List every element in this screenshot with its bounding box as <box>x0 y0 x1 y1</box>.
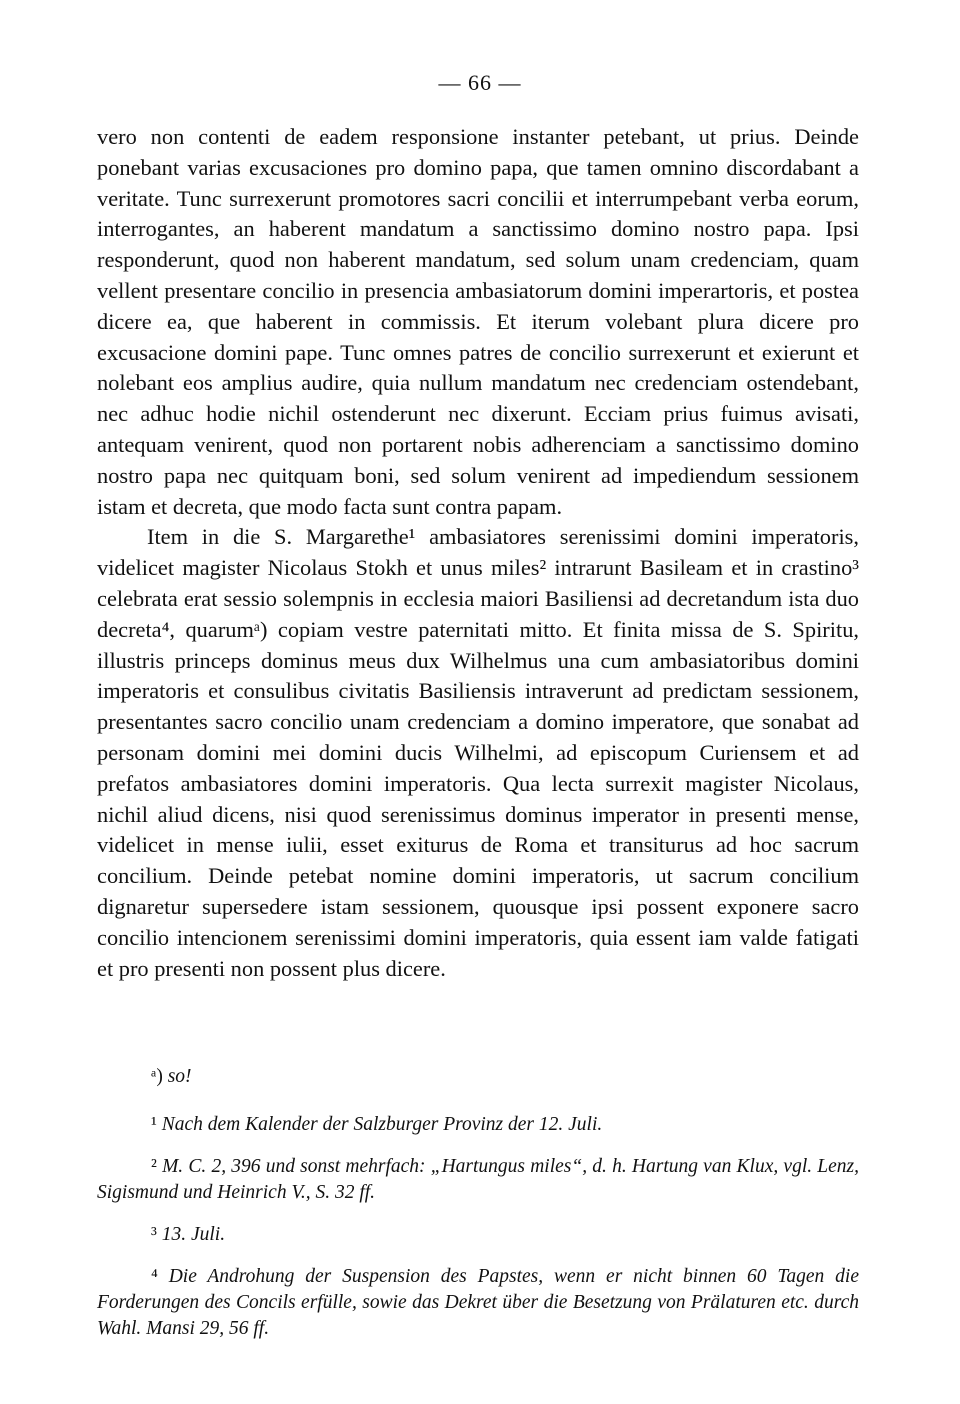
footnote-text: 13. Juli. <box>161 1224 226 1245</box>
footnote-text: so! <box>167 1066 192 1087</box>
footnote-label: ⁴ <box>151 1266 158 1287</box>
footnote-text: Nach dem Kalender der Salzburger Provinz der 12. Juli. <box>161 1114 603 1135</box>
footnotes <box>97 1064 859 1358</box>
footnote-label: ³ <box>151 1224 157 1245</box>
footnote-2 <box>97 1154 859 1206</box>
paragraph: vero non contenti de eadem responsione instanter petebant, ut prius. Deinde ponebant varias excusaciones pro domino papa, que tamen omnino discordabant a veritate. Tunc surrexerunt promotores sacri concilii et interrumpebant verba eorum, interrogantes, an haberent mandatum a sanctissimo domino nostro papa. Ipsi responderunt, quod non haberent mandatum, sed solum unam credenciam, quam vellent presentare concilio in presencia ambasiatorum domini imperartoris, et postea dicere ea, que haberent in commissis. Et iterum volebant plura dicere pro excusacione domini pape. Tunc omnes patres de concilio surrexerunt et exierunt et nolebant eos amplius audire, quia nullum mandatum nec credenciam ostendebant, nec adhuc hodie nichil ostenderunt nec dixerunt. Ecciam prius fuimus avisati, antequam venirent, quod non portarent nobis adherenciam a sanctissimo domino nostro papa nec quitquam boni, sed solum venirent ad impediendum sessionem istam et decreta, que modo facta sunt contra papam. <box>97 124 859 519</box>
paragraph: Item in die S. Margarethe¹ ambasiatores serenissimi domini imperatoris, videlicet magister Nicolaus Stokh et unus miles² intrarunt Basileam et in crastino³ celebrata erat sessio solempnis in ecclesia maiori Basiliensi ad decretandum ista duo decreta⁴, quarumᵃ) copiam vestre paternitati mitto. Et finita missa de S. Spiritu, illustris princeps dominus meus dux Wilhelmus una cum ambasiatoribus domini imperatoris et consulibus civitatis Basiliensis intraverunt ad predictam sessionem, presentantes sacro concilio unam credenciam a domino imperatore, que sonabat ad personam domini mei domini ducis Wilhelmi, ad episcopum Curiensem et ad prefatos ambasiatores domini imperatoris. Qua lecta surrexit magister Nicolaus, nichil aliud dicens, nisi quod serenissimus dominus imperator in presenti mense, videlicet in mense iulii, esset exiturus de Roma et transiturus ad hoc sacrum concilium. Deinde petebat nomine domini imperatoris, ut sacrum concilium dignaretur supersedere istam sessionem, quousque ipsi possent exponere sacro concilio intencionem serenissimi domini imperatoris, quia essent iam valde fatigati et pro presenti non possent plus dicere. <box>97 524 859 981</box>
footnote-label: ᵃ) <box>151 1066 163 1087</box>
footnote-text: Die Androhung der Suspension des Papstes, wenn er nicht binnen 60 Tagen die Forderungen des Concils erfülle, sowie das Dekret über die Besetzung von Prälaturen etc. durch Wahl. Mansi 29, 56 ff. <box>97 1266 859 1339</box>
page-number: — 66 — <box>438 70 522 95</box>
footnote-1 <box>97 1112 859 1138</box>
footnote-3 <box>97 1222 859 1248</box>
footnote-text: M. C. 2, 396 und sonst mehrfach: „Hartungus miles“, d. h. Hartung van Klux, vgl. Lenz, Sigismund und Heinrich V., S. 32 ff. <box>97 1156 860 1203</box>
footnote-label: ¹ <box>151 1114 157 1135</box>
footnote-4 <box>97 1264 859 1342</box>
footnote-a <box>97 1064 859 1090</box>
footnote-label: ² <box>151 1156 157 1177</box>
main-text <box>97 122 859 984</box>
